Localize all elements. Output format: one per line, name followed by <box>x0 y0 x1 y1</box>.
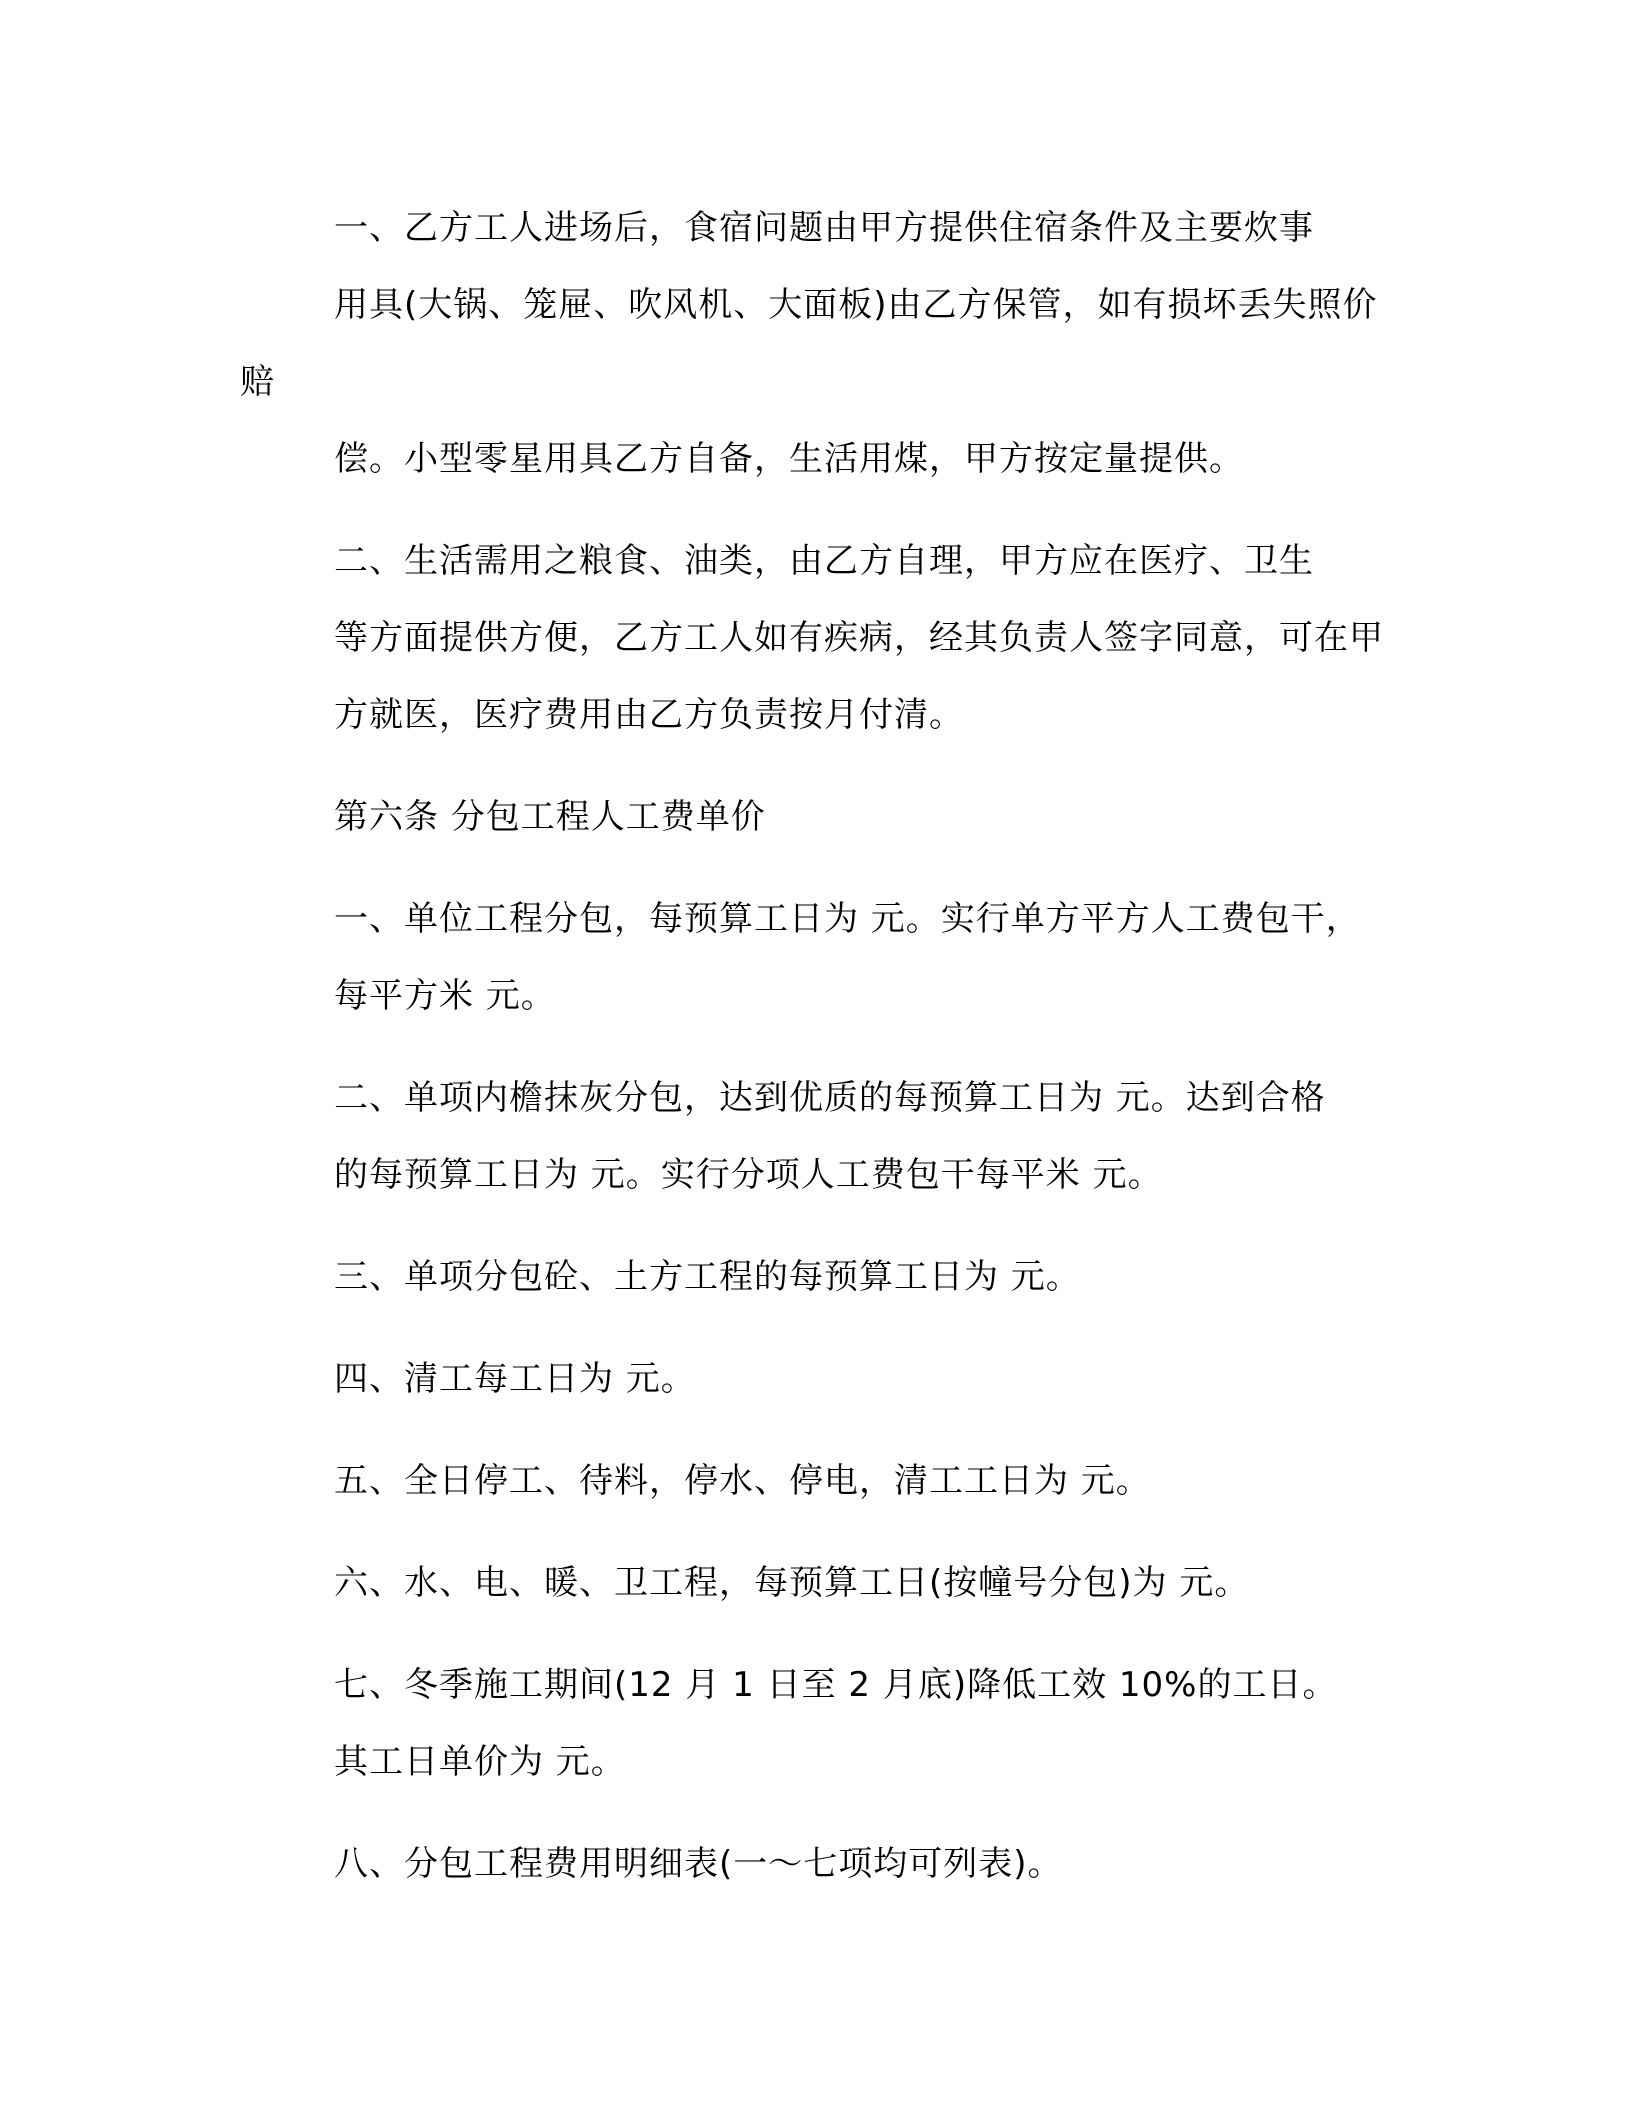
text-line: 其工日单价为 元。 <box>334 1742 626 1782</box>
paragraph-item-3 <box>240 1239 1410 1316</box>
text-line: 四、清工每工日为 元。 <box>334 1359 696 1399</box>
document-body <box>240 190 1410 1903</box>
text-line: 用具(大锅、笼屉、吹风机、大面板)由乙方保管，如有损坏丢失照价赔 <box>240 285 1378 402</box>
paragraph-accommodation <box>240 190 1410 498</box>
text-line: 第六条 分包工程人工费单价 <box>334 797 766 837</box>
text-line: 偿。小型零星用具乙方自备，生活用煤，甲方按定量提供。 <box>334 439 1244 479</box>
article-heading <box>240 779 1410 856</box>
text-line: 每平方米 元。 <box>334 976 556 1016</box>
paragraph-item-2 <box>240 1060 1410 1214</box>
paragraph-item-4 <box>240 1341 1410 1418</box>
paragraph-living-medical <box>240 523 1410 754</box>
text-line: 的每预算工日为 元。实行分项人工费包干每平米 元。 <box>334 1155 1163 1195</box>
text-line: 八、分包工程费用明细表(一～七项均可列表)。 <box>334 1844 1063 1884</box>
text-line: 一、单位工程分包，每预算工日为 元。实行单方平方人工费包干， <box>334 899 1361 939</box>
text-line: 等方面提供方便，乙方工人如有疾病，经其负责人签字同意，可在甲 <box>334 618 1384 658</box>
paragraph-item-5 <box>240 1443 1410 1520</box>
text-line: 一、乙方工人进场后，食宿问题由甲方提供住宿条件及主要炊事 <box>334 208 1314 248</box>
paragraph-item-1 <box>240 881 1410 1035</box>
text-line: 五、全日停工、待料，停水、停电，清工工日为 元。 <box>334 1461 1151 1501</box>
paragraph-item-7 <box>240 1647 1410 1801</box>
text-line: 六、水、电、暖、卫工程，每预算工日(按幢号分包)为 元。 <box>334 1563 1250 1603</box>
paragraph-item-8 <box>240 1826 1410 1903</box>
text-line: 七、冬季施工期间(12 月 1 日至 2 月底)降低工效 10%的工日。 <box>334 1665 1338 1705</box>
text-line: 方就医，医疗费用由乙方负责按月付清。 <box>334 695 964 735</box>
text-line: 二、单项内檐抹灰分包，达到优质的每预算工日为 元。达到合格 <box>334 1078 1326 1118</box>
paragraph-item-6 <box>240 1545 1410 1622</box>
text-line: 三、单项分包砼、土方工程的每预算工日为 元。 <box>334 1257 1081 1297</box>
text-line: 二、生活需用之粮食、油类，由乙方自理，甲方应在医疗、卫生 <box>334 541 1314 581</box>
